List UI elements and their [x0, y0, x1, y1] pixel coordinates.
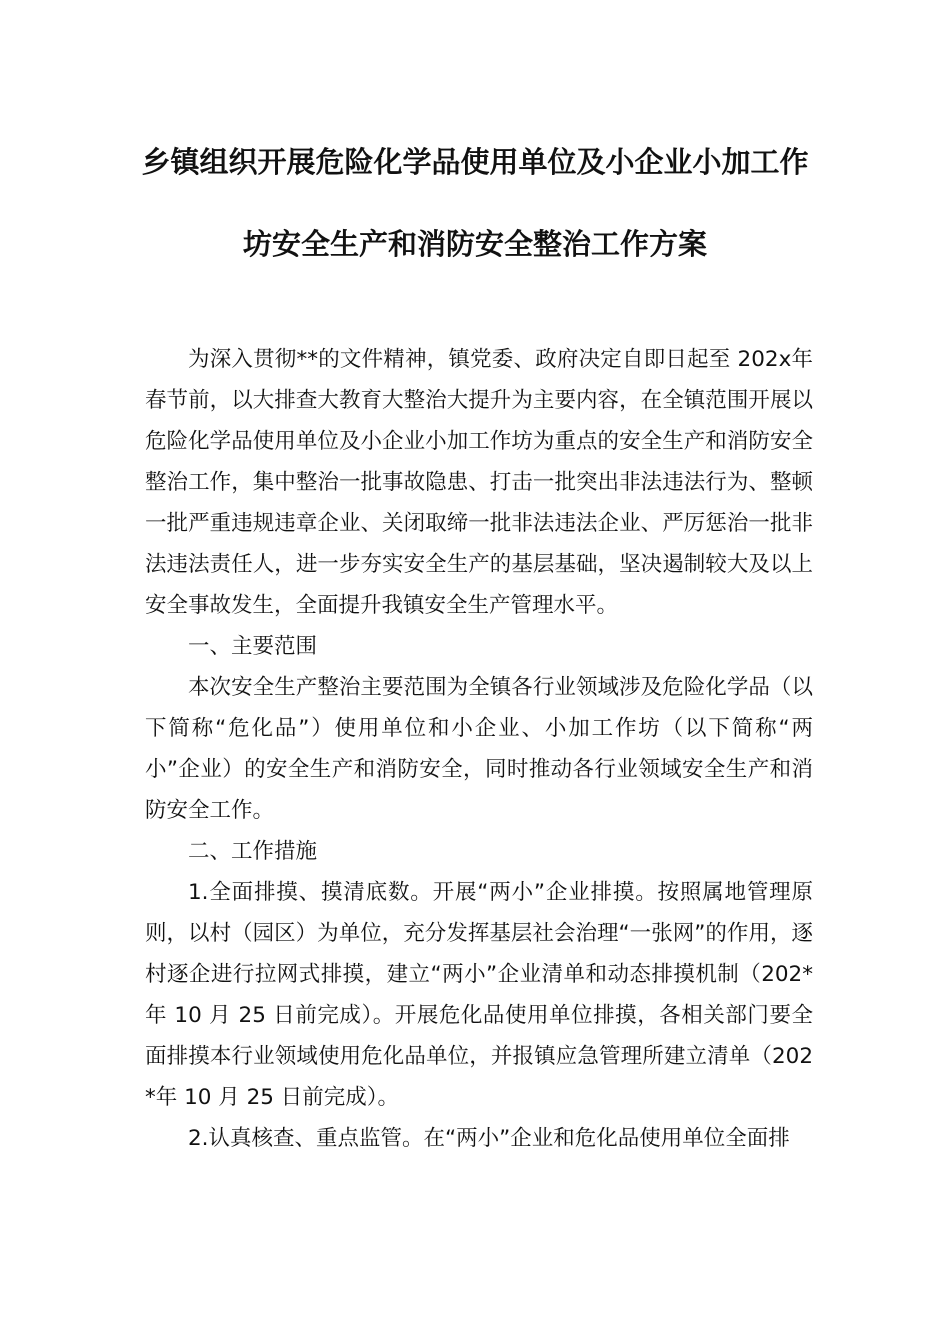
section-heading-scope: 一、主要范围 [188, 634, 318, 659]
measure-1-paragraph: 1.全面排摸、摸清底数。开展“两小”企业排摸。按照属地管理原则，以村（园区）为单位，充分发挥基层社会治理“一张网”的作用，逐村逐企进行拉网式排摸，建立“两小”企业清单和动态排摸机制（202*年 10 月 25 日前完成）。开展危化品使用单位排摸，各相关部门要全面排摸本行业领域使用危化品单位，并报镇应急管理所建立清单（202*年 10 月 25 日前完成）。 [145, 880, 813, 1110]
intro-paragraph: 为深入贯彻**的文件精神，镇党委、政府决定自即日起至 202x年春节前，以大排查大教育大整治大提升为主要内容，在全镇范围开展以危险化学品使用单位及小企业小加工作坊为重点的安全生产和消防安全整治工作，集中整治一批事故隐患、打击一批突出非法违法行为、整顿一批严重违规违章企业、关闭取缔一批非法违法企业、严厉惩治一批非法违法责任人，进一步夯实安全生产的基层基础，坚决遏制较大及以上安全事故发生，全面提升我镇安全生产管理水平。 [145, 347, 813, 618]
measure-2-paragraph: 2.认真核查、重点监管。在“两小”企业和危化品使用单位全面排 [188, 1126, 790, 1151]
document-title-line-2: 坊安全生产和消防安全整治工作方案 [242, 227, 707, 261]
section-heading-measures: 二、工作措施 [188, 839, 318, 864]
document-title-line-1: 乡镇组织开展危险化学品使用单位及小企业小加工作 [141, 145, 809, 179]
scope-paragraph: 本次安全生产整治主要范围为全镇各行业领域涉及危险化学品（以下简称“危化品”）使用单位和小企业、小加工作坊（以下简称“两小”企业）的安全生产和消防安全，同时推动各行业领域安全生产和消防安全工作。 [145, 675, 813, 823]
document-body [145, 339, 813, 1159]
